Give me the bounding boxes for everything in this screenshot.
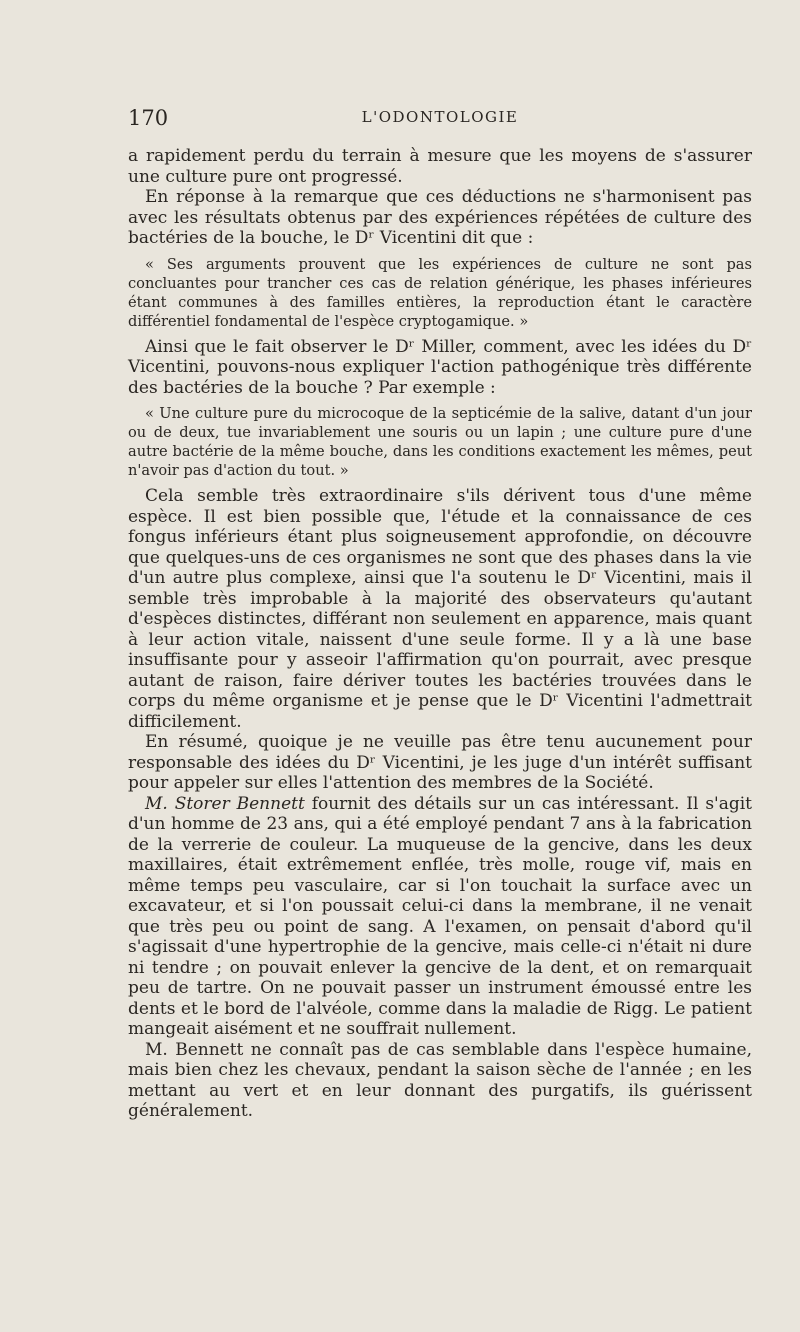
paragraph-5: En résumé, quoique je ne veuille pas être tenu aucunement pour responsable des idées du Dʳ Vicentini, je les juge d'un intérêt suffisant pour appeler sur elles l'attention des membres de la Société. <box>128 732 752 793</box>
paragraph-6 <box>128 794 752 1040</box>
page-number: 170 <box>128 106 169 130</box>
paragraph-2: En réponse à la remarque que ces déductions ne s'harmonisent pas avec les résultats obtenus par des expériences répétées de culture des bactéries de la bouche, le Dʳ Vicentini dit que : <box>128 187 752 248</box>
running-title: L'ODONTOLOGIE <box>361 108 519 126</box>
paragraph-3: Ainsi que le fait observer le Dʳ Miller, comment, avec les idées du Dʳ Vicentini, pouvons-nous expliquer l'action pathogénique très différente des bactéries de la bouche ? Par exemple : <box>128 336 752 398</box>
paragraph-1: a rapidement perdu du terrain à mesure que les moyens de s'assurer une culture pure ont progressé. <box>128 146 752 187</box>
body-text <box>128 146 752 1122</box>
quotation-1: « Ses arguments prouvent que les expériences de culture ne sont pas concluantes pour trancher ces cas de relation générique, les phases inférieures étant communes à des familles entières, la reproduction étant le caractère différentiel fondamental de l'espèce cryptogamique. » <box>128 255 752 330</box>
paragraph-7: M. Bennett ne connaît pas de cas semblable dans l'espèce humaine, mais bien chez les chevaux, pendant la saison sèche de l'année ; en les mettant au vert et en leur donnant des purgatifs, ils guérissent généralement. <box>128 1039 752 1121</box>
quotation-2: « Une culture pure du microcoque de la septicémie de la salive, datant d'un jour ou de deux, tue invariablement une souris ou un lapin ; une culture pure d'une autre bactérie de la même bouche, dans les conditions exactement les mêmes, peut n'avoir pas d'action du tout. » <box>128 405 752 479</box>
paragraph-4: Cela semble très extraordinaire s'ils dérivent tous d'une même espèce. Il est bien possible que, l'étude et la connaissance de ces fongus inférieurs étant plus soigneusement approfondie, on découvre que quelques-uns de ces organismes ne sont que des phases dans la vie d'un autre plus complexe, ainsi que l'a soutenu le Dʳ Vicentini, mais il semble très improbable à la majorité des observateurs qu'autant d'espèces distinctes, différant non seulement en apparence, mais quant à leur action vitale, naissent d'une seule forme. Il y a là une base insuffisante pour y asseoir l'affirmation qu'on pourrait, avec presque autant de raison, faire dériver toutes les bactéries trouvées dans le corps du même organisme et je pense que le Dʳ Vicentini l'admettrait difficilement. <box>128 486 752 732</box>
speaker-name: M. Storer Bennett <box>145 793 305 814</box>
page-header <box>128 106 752 136</box>
paragraph-6-text: fournit des détails sur un cas intéressant. Il s'agit d'un homme de 23 ans, qui a été employé pendant 7 ans à la fabrication de la verrerie de couleur. La muqueuse de la gencive, dans les deux maxillaires, était extrêmement enflée, très molle, rouge vif, mais en même temps peu vasculaire, car si l'on touchait la surface avec un excavateur, et si l'on poussait celui-ci dans la membrane, il ne venait que très peu ou point de sang. A l'examen, on pensait d'abord qu'il s'agissait d'une hypertrophie de la gencive, mais celle-ci n'était ni dure ni tendre ; on pouvait enlever la gencive de la dent, et on remarquait peu de tartre. On ne pouvait passer un instrument émoussé entre les dents et le bord de l'alvéole, comme dans la maladie de Rigg. Le patient mangeait aisément et ne souffrait nullement. <box>128 793 752 1039</box>
